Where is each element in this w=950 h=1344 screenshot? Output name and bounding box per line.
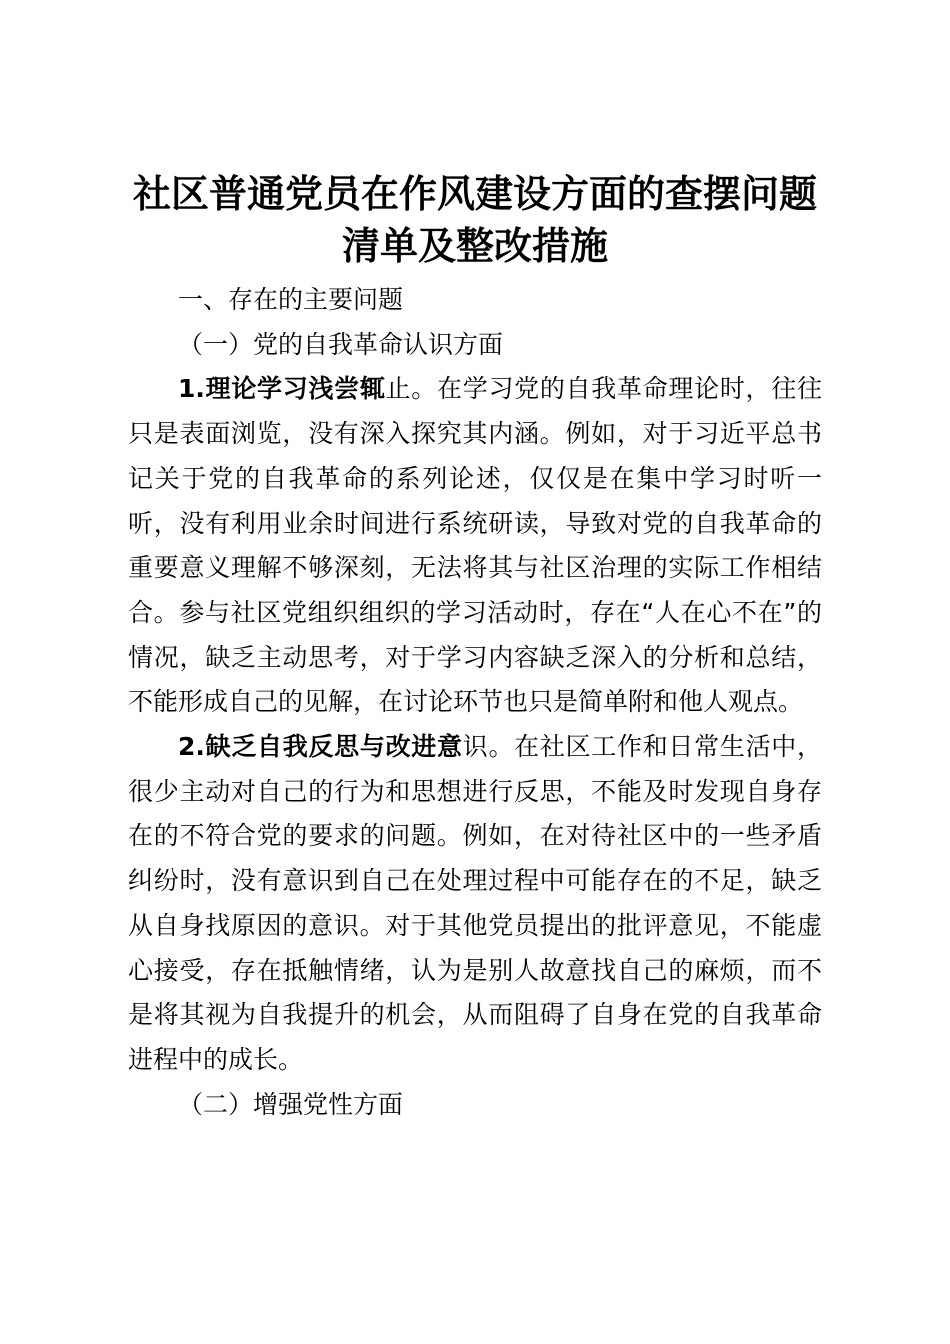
subsection-heading-party-spirit: （二）增强党性方面 (178, 1089, 404, 1119)
document-title: 社区普通党员在作风建设方面的查摆问题清单及整改措施 (132, 171, 817, 268)
problem-item-1-lead: 1.理论学习浅尝辄 (178, 374, 386, 404)
problem-item-2 (128, 725, 822, 1083)
problem-item-1 (128, 367, 822, 725)
subsection-heading-self-revolution: （一）党的自我革命认识方面 (178, 329, 504, 359)
section-heading-problems: 一、存在的主要问题 (178, 285, 404, 314)
problem-item-1-body: 止。在学习党的自我革命理论时，往往只是表面浏览，没有深入探究其内涵。例如，对于习近平总书记关于党的自我革命的系列论述，仅仅是在集中学习时听一听，没有利用业余时间进行系统研读，导致对党的自我革命的重要意义理解不够深刻，无法将其与社区治理的实际工作相结合。参与社区党组织组织的学习活动时，存在“人在心不在”的情况，缺乏主动思考，对于学习内容缺乏深入的分析和总结，不能形成自己的见解，在讨论环节也只是简单附和他人观点。 (128, 374, 822, 717)
problem-item-2-lead: 2.缺乏自我反思与改进意 (178, 732, 463, 762)
problem-item-2-body: 识。在社区工作和日常生活中，很少主动对自己的行为和思想进行反思，不能及时发现自身存在的不符合党的要求的问题。例如，在对待社区中的一些矛盾纠纷时，没有意识到自己在处理过程中可能存在的不足，缺乏从自身找原因的意识。对于其他党员提出的批评意见，不能虚心接受，存在抵触情绪，认为是别人故意找自己的麻烦，而不是将其视为自我提升的机会，从而阻碍了自身在党的自我革命进程中的成长。 (128, 732, 822, 1074)
document-body (128, 168, 822, 1127)
